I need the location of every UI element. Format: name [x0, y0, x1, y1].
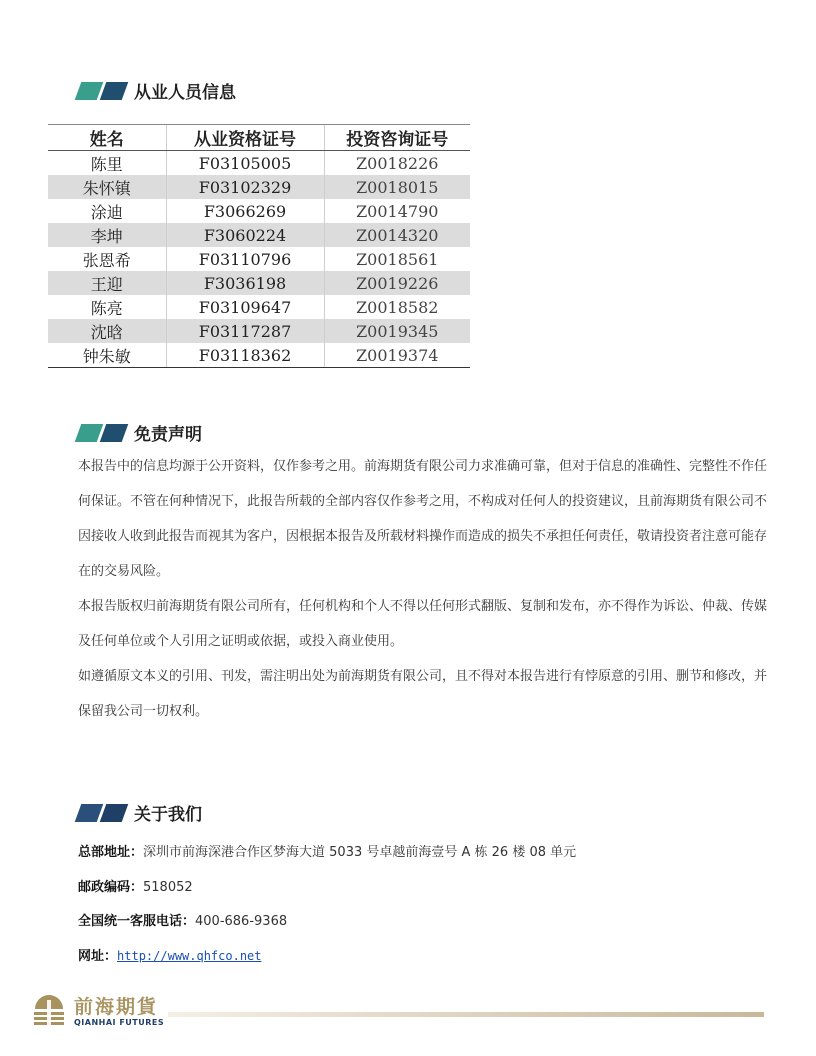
- qualification-id: F03109647: [166, 295, 324, 319]
- consulting-id: Z0018226: [324, 151, 470, 176]
- footer-divider: [168, 1012, 764, 1017]
- table-row: [48, 271, 470, 295]
- header-name: 姓名: [48, 125, 166, 151]
- table-row: [48, 199, 470, 223]
- disclaimer-section-header: [78, 420, 202, 445]
- disclaimer-paragraph-3: 如遵循原文本义的引用、刊发，需注明出处为前海期货有限公司，且不得对本报告进行有悖原意的引用、删节和修改，并保留我公司一切权利。: [78, 669, 768, 719]
- qualification-id: F03118362: [166, 343, 324, 368]
- qualification-id: F03102329: [166, 175, 324, 199]
- postcode-label: 邮政编码：: [78, 880, 144, 895]
- staff-name: 陈亮: [90, 298, 123, 318]
- postcode-value: 518052: [143, 880, 193, 895]
- qualification-id: F03110796: [166, 247, 324, 271]
- staff-section-header: [78, 78, 236, 103]
- company-logo: [30, 992, 164, 1030]
- section-bars-icon: [78, 804, 124, 822]
- consulting-id: Z0018582: [324, 295, 470, 319]
- logo-english-text: QIANHAI FUTURES: [74, 1017, 165, 1027]
- table-row: [48, 223, 470, 247]
- header-qualification-id: 从业资格证号: [166, 125, 324, 151]
- consulting-id: Z0019374: [324, 343, 470, 368]
- qualification-id: F3060224: [166, 223, 324, 247]
- table-row: [48, 319, 470, 343]
- logo-chinese-text: 前海期貨: [74, 995, 159, 1018]
- staff-name: 张恩希: [82, 250, 131, 270]
- staff-name: 钟朱敏: [48, 343, 166, 368]
- address-line: [78, 841, 576, 860]
- table-row: [48, 343, 470, 368]
- consulting-id: Z0014790: [324, 199, 470, 223]
- about-section-header: [78, 800, 202, 825]
- website-link[interactable]: http://www.qhfco.net: [117, 949, 262, 963]
- address-label: 总部地址：: [78, 845, 144, 860]
- about-title: 关于我们: [134, 805, 202, 825]
- website-label: 网址：: [78, 949, 118, 964]
- qualification-id: F03117287: [166, 319, 324, 343]
- postcode-line: [78, 876, 193, 895]
- qualification-id: F3036198: [166, 271, 324, 295]
- table-header-row: [48, 125, 470, 151]
- address-value: 深圳市前海深港合作区梦海大道 5033 号卓越前海壹号 A 栋 26 楼 08 单元: [143, 845, 577, 860]
- staff-name: 沈晗: [48, 319, 166, 343]
- qianhai-logo-icon: [30, 992, 68, 1030]
- header-consulting-id: 投资咨询证号: [324, 125, 470, 151]
- table-row: [48, 247, 470, 271]
- staff-table: [48, 124, 470, 368]
- table-row: [48, 175, 470, 199]
- qualification-id: F03105005: [166, 151, 324, 176]
- disclaimer-title: 免责声明: [134, 425, 202, 445]
- consulting-id: Z0018015: [324, 175, 470, 199]
- consulting-id: Z0019345: [324, 319, 470, 343]
- table-row: [48, 151, 470, 176]
- disclaimer-paragraph-1: 本报告中的信息均源于公开资料，仅作参考之用。前海期货有限公司力求准确可靠，但对于信息的准确性、完整性不作任何保证。不管在何种情况下，此报告所载的全部内容仅作参考之用，不构成对任何人的投资建议，且前海期货有限公司不因接收人收到此报告而视其为客户，因根据本报告及所载材料操作而造成的损失不承担任何责任，敬请投资者注意可能存在的交易风险。: [78, 459, 768, 579]
- section-bars-icon: [78, 82, 124, 100]
- hotline-value: 400-686-9368: [195, 914, 288, 929]
- consulting-id: Z0018561: [324, 247, 470, 271]
- website-line: [78, 945, 262, 964]
- hotline-line: [78, 910, 287, 929]
- consulting-id: Z0019226: [324, 271, 470, 295]
- staff-name: 王迎: [48, 271, 166, 295]
- staff-name: 陈里: [90, 154, 123, 174]
- section-bars-icon: [78, 424, 124, 442]
- consulting-id: Z0014320: [324, 223, 470, 247]
- staff-section-title: 从业人员信息: [134, 83, 236, 103]
- staff-name: 朱怀镇: [48, 175, 166, 199]
- disclaimer-paragraph-2: 本报告版权归前海期货有限公司所有，任何机构和个人不得以任何形式翻版、复制和发布，亦不得作为诉讼、仲裁、传媒及任何单位或个人引用之证明或依据，或投入商业使用。: [78, 599, 768, 649]
- qualification-id: F3066269: [166, 199, 324, 223]
- staff-name: 李坤: [48, 223, 166, 247]
- staff-name: 涂迪: [90, 202, 123, 222]
- table-row: [48, 295, 470, 319]
- hotline-label: 全国统一客服电话：: [78, 914, 196, 929]
